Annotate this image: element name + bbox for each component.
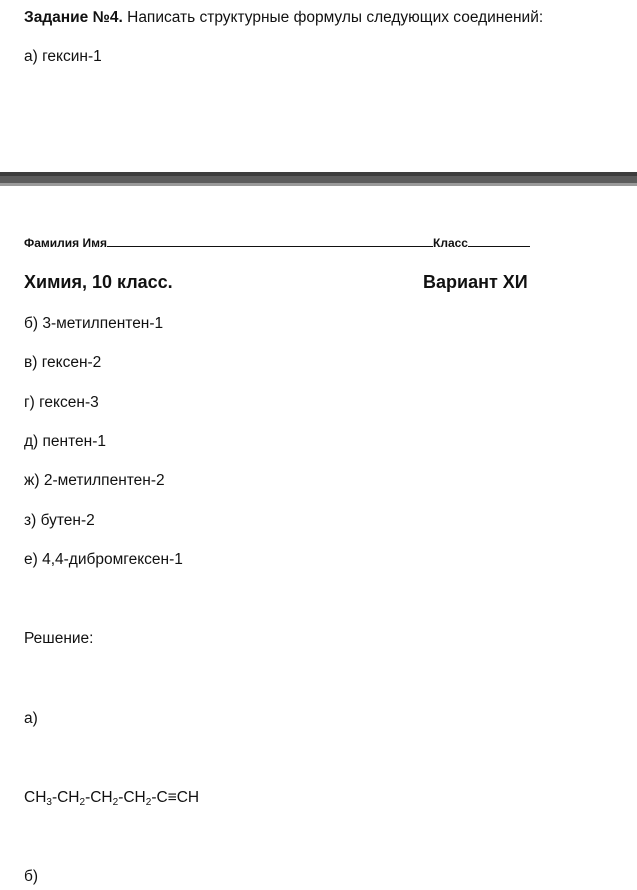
list-item: ж) 2-метилпентен-2 — [24, 472, 165, 489]
solution-part-b: б) — [24, 868, 39, 885]
name-label: Фамилия Имя — [24, 236, 108, 250]
formula-subscript: 2 — [79, 797, 86, 808]
solution-part-a: а) — [24, 710, 38, 727]
formula-segment: -CH — [85, 789, 113, 806]
item-hexyne: а) гексин-1 — [24, 48, 102, 65]
hexyne-formula — [24, 789, 199, 808]
solution-heading: Решение: — [24, 630, 94, 647]
name-blank — [107, 236, 433, 247]
list-item: в) гексен-2 — [24, 354, 102, 371]
list-item: з) бутен-2 — [24, 512, 95, 529]
list-item: е) 4,4-дибромгексен-1 — [24, 551, 183, 568]
formula-subscript: 3 — [46, 797, 52, 808]
formula-segment: -CH — [118, 789, 146, 806]
list-item: б) 3-метилпентен-1 — [24, 315, 164, 332]
subject-title: Химия, 10 класс. — [24, 272, 173, 292]
task-text: Написать структурные формулы следующих соединений: — [122, 9, 544, 26]
formula-segment: -CH — [51, 789, 80, 806]
class-label: Класс — [433, 236, 468, 250]
name-class-line — [24, 236, 530, 250]
list-item: г) гексен-3 — [24, 394, 99, 411]
page-separator-bottom-edge — [0, 183, 637, 186]
class-blank — [468, 236, 530, 247]
formula-segment: -C≡CH — [151, 789, 200, 806]
formula-segment: CH — [24, 789, 47, 806]
page-separator-top-edge — [0, 172, 637, 176]
task-heading — [24, 9, 543, 27]
formula-subscript: 2 — [112, 797, 119, 808]
formula-subscript: 2 — [145, 797, 152, 808]
task-number: Задание №4. — [24, 9, 123, 26]
list-item: д) пентен-1 — [24, 433, 106, 450]
variant-title: Вариант XИ — [423, 272, 528, 292]
